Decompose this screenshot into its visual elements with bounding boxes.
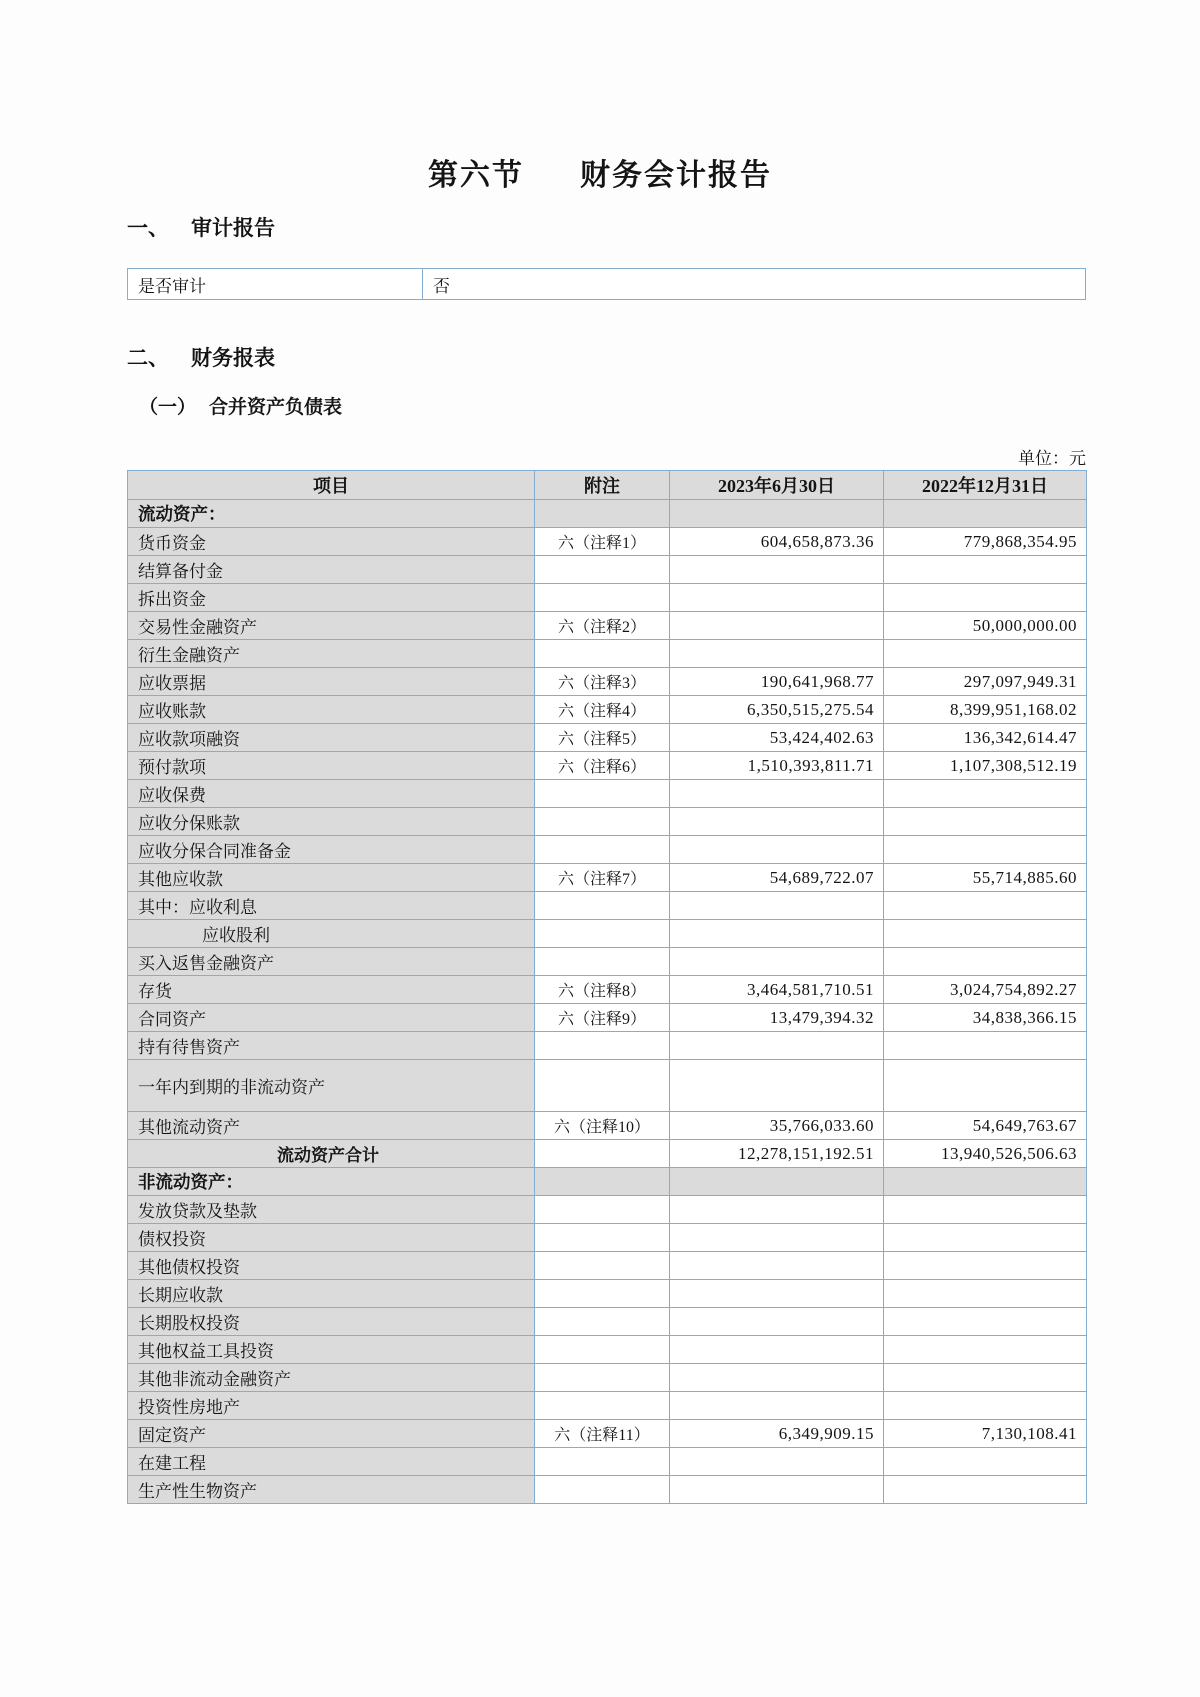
value-2023-cell	[670, 500, 884, 528]
table-row	[128, 864, 1087, 892]
value-2022-cell	[884, 948, 1087, 976]
value-2023-cell: 35,766,033.60	[670, 1112, 884, 1140]
value-2023-cell: 3,464,581,710.51	[670, 976, 884, 1004]
value-2023-cell	[670, 1448, 884, 1476]
value-2022-cell	[884, 1032, 1087, 1060]
section-number: 二、	[127, 347, 169, 370]
value-2023-cell	[670, 836, 884, 864]
table-row	[128, 920, 1087, 948]
section-label: 财务报表	[191, 347, 275, 370]
value-2022-cell: 13,940,526,506.63	[884, 1140, 1087, 1168]
value-2023-cell	[670, 1392, 884, 1420]
value-2022-cell: 50,000,000.00	[884, 612, 1087, 640]
audit-question-cell: 是否审计	[128, 269, 423, 300]
item-cell: 衍生金融资产	[128, 640, 535, 668]
table-row	[128, 1004, 1087, 1032]
item-cell: 投资性房地产	[128, 1392, 535, 1420]
table-row	[128, 1252, 1087, 1280]
note-cell: 六（注释2）	[535, 612, 670, 640]
note-cell	[535, 780, 670, 808]
item-cell: 结算备付金	[128, 556, 535, 584]
table-row	[128, 1392, 1087, 1420]
item-cell: 应收股利	[128, 920, 535, 948]
value-2023-cell	[670, 808, 884, 836]
table-row	[128, 1140, 1087, 1168]
value-2023-cell	[670, 584, 884, 612]
audit-table	[127, 268, 1086, 300]
table-row	[128, 976, 1087, 1004]
table-row	[128, 948, 1087, 976]
item-cell: 应收保费	[128, 780, 535, 808]
section-heading-statements	[127, 342, 275, 372]
table-row	[128, 724, 1087, 752]
subsection-number: （一）	[139, 397, 197, 418]
subsection-heading-balance-sheet	[139, 392, 342, 419]
note-cell: 六（注释9）	[535, 1004, 670, 1032]
table-row	[128, 1060, 1087, 1112]
table-row	[128, 612, 1087, 640]
value-2022-cell	[884, 1392, 1087, 1420]
value-2022-cell	[884, 1280, 1087, 1308]
note-cell: 六（注释3）	[535, 668, 670, 696]
table-row	[128, 1032, 1087, 1060]
item-cell: 应收款项融资	[128, 724, 535, 752]
note-cell	[535, 1392, 670, 1420]
value-2022-cell	[884, 584, 1087, 612]
value-2022-cell	[884, 1476, 1087, 1504]
item-cell: 拆出资金	[128, 584, 535, 612]
value-2022-cell: 3,024,754,892.27	[884, 976, 1087, 1004]
note-cell	[535, 1224, 670, 1252]
value-2023-cell	[670, 948, 884, 976]
value-2023-cell: 54,689,722.07	[670, 864, 884, 892]
item-cell: 长期股权投资	[128, 1308, 535, 1336]
value-2023-cell	[670, 1224, 884, 1252]
item-cell: 其他债权投资	[128, 1252, 535, 1280]
note-cell	[535, 1196, 670, 1224]
item-cell: 应收分保账款	[128, 808, 535, 836]
table-row	[128, 1196, 1087, 1224]
item-cell: 生产性生物资产	[128, 1476, 535, 1504]
note-cell	[535, 892, 670, 920]
balance-sheet-body	[128, 500, 1087, 1504]
page-title-prefix: 第六节	[428, 159, 524, 192]
note-cell	[535, 556, 670, 584]
value-2022-cell: 1,107,308,512.19	[884, 752, 1087, 780]
table-row	[128, 640, 1087, 668]
table-row	[128, 500, 1087, 528]
note-cell	[535, 1140, 670, 1168]
item-cell: 非流动资产：	[128, 1168, 535, 1196]
item-cell: 买入返售金融资产	[128, 948, 535, 976]
value-2022-cell	[884, 1448, 1087, 1476]
item-cell: 发放贷款及垫款	[128, 1196, 535, 1224]
unit-label: 单位：元	[1018, 449, 1086, 468]
value-2023-cell: 190,641,968.77	[670, 668, 884, 696]
item-cell: 应收票据	[128, 668, 535, 696]
value-2022-cell	[884, 892, 1087, 920]
table-row	[128, 1476, 1087, 1504]
value-2022-cell	[884, 640, 1087, 668]
value-2022-cell	[884, 1252, 1087, 1280]
value-2022-cell	[884, 1060, 1087, 1112]
value-2023-cell: 6,349,909.15	[670, 1420, 884, 1448]
item-cell: 持有待售资产	[128, 1032, 535, 1060]
page-title	[0, 150, 1200, 194]
item-cell: 货币资金	[128, 528, 535, 556]
note-cell: 六（注释4）	[535, 696, 670, 724]
value-2023-cell	[670, 1308, 884, 1336]
value-2022-cell: 54,649,763.67	[884, 1112, 1087, 1140]
note-cell	[535, 640, 670, 668]
table-row	[128, 1420, 1087, 1448]
item-cell: 其他流动资产	[128, 1112, 535, 1140]
value-2023-cell	[670, 1476, 884, 1504]
note-cell: 六（注释8）	[535, 976, 670, 1004]
table-row	[128, 528, 1087, 556]
balance-sheet-table	[127, 470, 1087, 1504]
item-cell: 合同资产	[128, 1004, 535, 1032]
note-cell	[535, 1252, 670, 1280]
note-cell	[535, 920, 670, 948]
value-2023-cell: 1,510,393,811.71	[670, 752, 884, 780]
note-cell: 六（注释5）	[535, 724, 670, 752]
value-2022-cell	[884, 920, 1087, 948]
section-label: 审计报告	[191, 217, 275, 240]
table-row	[128, 1224, 1087, 1252]
value-2022-cell	[884, 1196, 1087, 1224]
value-2022-cell	[884, 780, 1087, 808]
table-row	[128, 696, 1087, 724]
item-cell: 其他非流动金融资产	[128, 1364, 535, 1392]
note-cell: 六（注释11）	[535, 1420, 670, 1448]
table-row	[128, 1168, 1087, 1196]
item-cell: 在建工程	[128, 1448, 535, 1476]
value-2023-cell: 53,424,402.63	[670, 724, 884, 752]
value-2023-cell	[670, 1168, 884, 1196]
note-cell	[535, 948, 670, 976]
table-row	[128, 584, 1087, 612]
value-2022-cell: 34,838,366.15	[884, 1004, 1087, 1032]
table-row	[128, 836, 1087, 864]
value-2022-cell	[884, 1308, 1087, 1336]
value-2023-cell: 6,350,515,275.54	[670, 696, 884, 724]
audit-table-row	[128, 269, 1086, 300]
table-row	[128, 1112, 1087, 1140]
item-cell: 应收分保合同准备金	[128, 836, 535, 864]
value-2023-cell: 604,658,873.36	[670, 528, 884, 556]
table-row	[128, 1364, 1087, 1392]
note-cell	[535, 1032, 670, 1060]
value-2023-cell	[670, 780, 884, 808]
value-2022-cell	[884, 1224, 1087, 1252]
note-cell	[535, 500, 670, 528]
table-row	[128, 752, 1087, 780]
value-2023-cell	[670, 1336, 884, 1364]
item-cell: 固定资产	[128, 1420, 535, 1448]
table-row	[128, 668, 1087, 696]
item-cell: 预付款项	[128, 752, 535, 780]
value-2022-cell: 297,097,949.31	[884, 668, 1087, 696]
item-cell: 交易性金融资产	[128, 612, 535, 640]
note-cell	[535, 1476, 670, 1504]
value-2023-cell: 13,479,394.32	[670, 1004, 884, 1032]
value-2022-cell	[884, 500, 1087, 528]
value-2023-cell	[670, 1252, 884, 1280]
value-2022-cell	[884, 1336, 1087, 1364]
table-row	[128, 780, 1087, 808]
page-title-main: 财务会计报告	[580, 159, 772, 192]
note-cell	[535, 1060, 670, 1112]
note-cell: 六（注释7）	[535, 864, 670, 892]
value-2022-cell	[884, 836, 1087, 864]
note-cell: 六（注释1）	[535, 528, 670, 556]
header-2022: 2022年12月31日	[884, 471, 1087, 500]
note-cell	[535, 1168, 670, 1196]
value-2022-cell: 8,399,951,168.02	[884, 696, 1087, 724]
table-row	[128, 1308, 1087, 1336]
note-cell	[535, 1308, 670, 1336]
item-cell: 流动资产：	[128, 500, 535, 528]
note-cell: 六（注释10）	[535, 1112, 670, 1140]
note-cell	[535, 1336, 670, 1364]
note-cell	[535, 1364, 670, 1392]
item-cell: 其中：应收利息	[128, 892, 535, 920]
item-cell: 其他权益工具投资	[128, 1336, 535, 1364]
note-cell	[535, 808, 670, 836]
audit-answer-cell: 否	[423, 269, 1086, 300]
header-note: 附注	[535, 471, 670, 500]
header-2023: 2023年6月30日	[670, 471, 884, 500]
value-2023-cell	[670, 920, 884, 948]
table-row	[128, 892, 1087, 920]
note-cell: 六（注释6）	[535, 752, 670, 780]
value-2022-cell	[884, 1168, 1087, 1196]
note-cell	[535, 584, 670, 612]
value-2023-cell	[670, 612, 884, 640]
section-number: 一、	[127, 217, 169, 240]
table-row	[128, 556, 1087, 584]
note-cell	[535, 1280, 670, 1308]
item-cell: 应收账款	[128, 696, 535, 724]
item-cell: 其他应收款	[128, 864, 535, 892]
value-2022-cell: 779,868,354.95	[884, 528, 1087, 556]
note-cell	[535, 836, 670, 864]
subsection-label: 合并资产负债表	[209, 397, 343, 418]
table-row	[128, 1336, 1087, 1364]
value-2022-cell	[884, 808, 1087, 836]
value-2023-cell	[670, 556, 884, 584]
item-cell: 一年内到期的非流动资产	[128, 1060, 535, 1112]
balance-sheet-header-row	[128, 471, 1087, 500]
item-cell: 流动资产合计	[128, 1140, 535, 1168]
value-2022-cell: 7,130,108.41	[884, 1420, 1087, 1448]
table-row	[128, 1280, 1087, 1308]
value-2022-cell	[884, 1364, 1087, 1392]
item-cell: 长期应收款	[128, 1280, 535, 1308]
item-cell: 债权投资	[128, 1224, 535, 1252]
value-2023-cell	[670, 1196, 884, 1224]
value-2023-cell: 12,278,151,192.51	[670, 1140, 884, 1168]
value-2023-cell	[670, 1032, 884, 1060]
value-2023-cell	[670, 1060, 884, 1112]
value-2023-cell	[670, 640, 884, 668]
value-2023-cell	[670, 892, 884, 920]
section-heading-audit	[127, 212, 275, 242]
header-item: 项目	[128, 471, 535, 500]
table-row	[128, 808, 1087, 836]
note-cell	[535, 1448, 670, 1476]
table-row	[128, 1448, 1087, 1476]
value-2023-cell	[670, 1364, 884, 1392]
value-2022-cell: 136,342,614.47	[884, 724, 1087, 752]
value-2022-cell	[884, 556, 1087, 584]
item-cell: 存货	[128, 976, 535, 1004]
value-2022-cell: 55,714,885.60	[884, 864, 1087, 892]
value-2023-cell	[670, 1280, 884, 1308]
